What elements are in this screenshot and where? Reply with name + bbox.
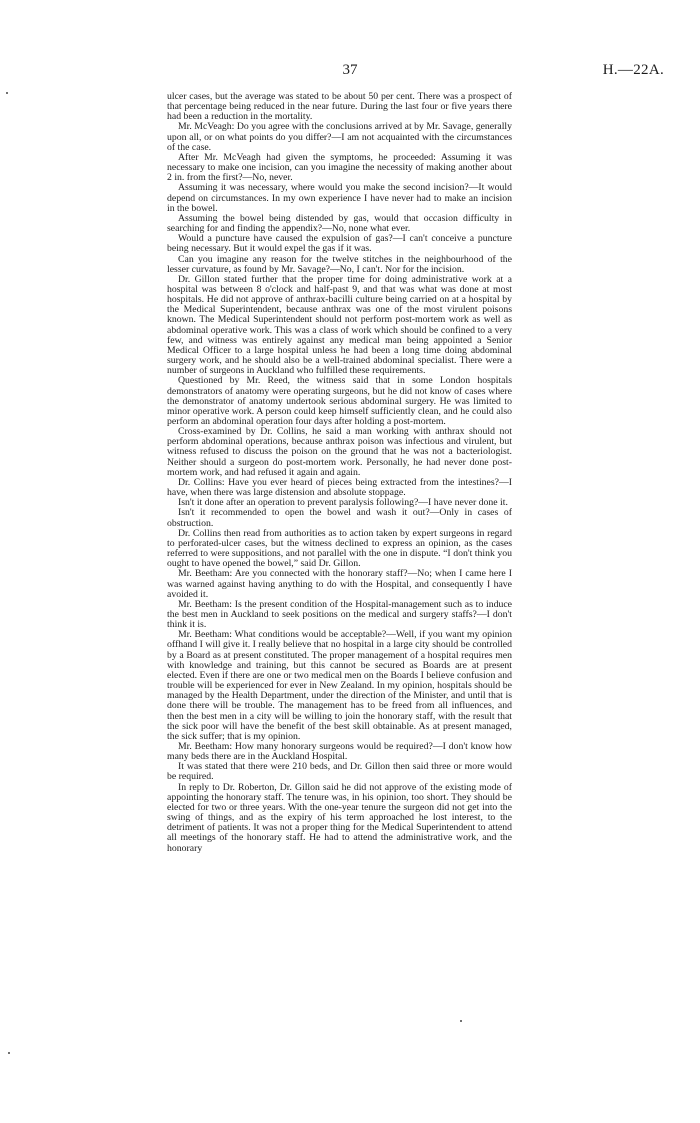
paragraph: Questioned by Mr. Reed, the witness said that in some London hospitals demonstrators of anatomy were operating surgeons, but he did not know of cases where the demonstrator of anatomy undertook serious abdominal surgery. He was limited to minor operative work. A person could keep himself sufficiently clean, and he could also perform an abdominal operation four days after holding a post-mortem. bbox=[167, 375, 512, 427]
paragraph: Can you imagine any reason for the twelve stitches in the neighbourhood of the lesser curvature, as found by Mr. Savage?—No, I can't. Nor for the incision. bbox=[167, 253, 512, 275]
paragraph: ulcer cases, but the average was stated to be about 50 per cent. There was a prospect of that percentage being reduced in the near future. During the last four or five years there had been a reduction in the mortality. bbox=[167, 91, 512, 123]
text-column bbox=[167, 92, 512, 854]
scan-speck bbox=[6, 92, 8, 94]
paragraph: Mr. Beetham: Is the present condition of the Hospital-management such as to induce the best men in Auckland to seek positions on the medical and surgery staffs?—I don't think it is. bbox=[167, 598, 512, 631]
scan-speck bbox=[8, 1052, 10, 1054]
paragraph: In reply to Dr. Roberton, Dr. Gillon said he did not approve of the existing mode of appointing the honorary staff. The tenure was, in his opinion, too short. They should be elected for two or three years. With the one-year tenure the surgeon did not get into the swing of things, and as the expiry of his term approached he lost interest, to the detriment of patients. It was not a proper thing for the Medical Superintendent to attend all meetings of the honorary staff. He had to attend the administrative work, and the honorary bbox=[167, 781, 512, 854]
paragraph: Isn't it recommended to open the bowel and wash it out?—Only in cases of obstruction. bbox=[167, 507, 512, 529]
page-number: 37 bbox=[342, 62, 358, 78]
paragraph: Mr. Beetham: How many honorary surgeons would be required?—I don't know how many beds there are in the Auckland Hospital. bbox=[167, 741, 512, 763]
paragraph: After Mr. McVeagh had given the symptoms, he proceeded: Assuming it was necessary to make one incision, can you imagine the necessity of making another about 2 in. from the first?—No, never. bbox=[167, 151, 512, 184]
paragraph: Assuming it was necessary, where would you make the second incision?—It would depend on circumstances. In my own experience I have never had to make an incision in the bowel. bbox=[167, 182, 512, 214]
paragraph: Dr. Collins then read from authorities as to action taken by expert surgeons in regard to perforated-ulcer cases, but the witness declined to express an opinion, as the cases referred to were suppositions, and not parallel with the one in dispute. “I don't think you ought to have opened the bowel,” said Dr. Gillon. bbox=[167, 527, 512, 570]
paragraph: Dr. Collins: Have you ever heard of pieces being extracted from the intestines?—I have, when there was large distension and absolute stoppage. bbox=[167, 476, 512, 499]
paragraph: Assuming the bowel being distended by gas, would that occasion difficulty in searching for and finding the appendix?—No, none what ever. bbox=[167, 212, 512, 235]
document-reference: H.—22A. bbox=[602, 62, 664, 78]
paragraph: Would a puncture have caused the expulsion of gas?—I can't conceive a puncture being necessary. But it would expel the gas if it was. bbox=[167, 233, 512, 255]
scan-speck bbox=[460, 1020, 462, 1022]
paragraph: Mr. Beetham: Are you connected with the honorary staff?—No; when I came here I was warned against having anything to do with the Hospital, and consequently I have avoided it. bbox=[167, 568, 512, 600]
paragraph: Mr. Beetham: What conditions would be acceptable?—Well, if you want my opinion offhand I will give it. I really believe that no hospital in a large city should be controlled by a Board as at present constituted. The proper management of a hospital requires men with knowledge and training, but this cannot be secured as Boards are at present elected. Even if there are one or two medical men on the Boards I believe confusion and trouble will be experienced for ever in New Zealand. In my opinion, hospitals should be managed by the Health Department, under the direction of the Minister, and until that is done there will be trouble. The management has to be freed from all influences, and then the best men in a city will be willing to join the honorary staff, with the result that the sick poor will have the benefit of the best skill obtainable. As at present managed, the sick suffer; that is my opinion. bbox=[167, 629, 512, 742]
paragraph: Cross-examined by Dr. Collins, he said a man working with anthrax should not perform abdominal operations, because anthrax poison was infectious and virulent, but witness refused to discuss the poison on the ground that he was not a bacteriologist. Neither should a surgeon do post-mortem work. Personally, he had never done post-mortem work, and had refused it again and again. bbox=[167, 426, 512, 478]
paragraph: Mr. McVeagh: Do you agree with the conclusions arrived at by Mr. Savage, generally upon all, or on what points do you differ?—I am not acquainted with the circumstances of the case. bbox=[167, 121, 512, 153]
paragraph: Isn't it done after an operation to prevent paralysis following?—I have never done it. bbox=[178, 497, 508, 509]
paragraph: It was stated that there were 210 beds, and Dr. Gillon then said three or more would be required. bbox=[167, 761, 512, 783]
paragraph: Dr. Gillon stated further that the proper time for doing administrative work at a hospital was between 8 o'clock and half-past 9, and that was what was done at most hospitals. He did not approve of anthrax-bacilli culture being carried on at a hospital by the Medical Superintendent, because anthrax was one of the most virulent poisons known. The Medical Superintendent should not perform post-mortem work as well as abdominal operative work. This was a class of work which should be confined to a very few, and witness was entirely against any medical man being appointed a Senior Medical Officer to a large hospital unless he had been a long time doing abdominal surgery work, and he should also be a well-trained abdominal specialist. There were a number of surgeons in Auckland who fulfilled these requirements. bbox=[167, 273, 512, 377]
